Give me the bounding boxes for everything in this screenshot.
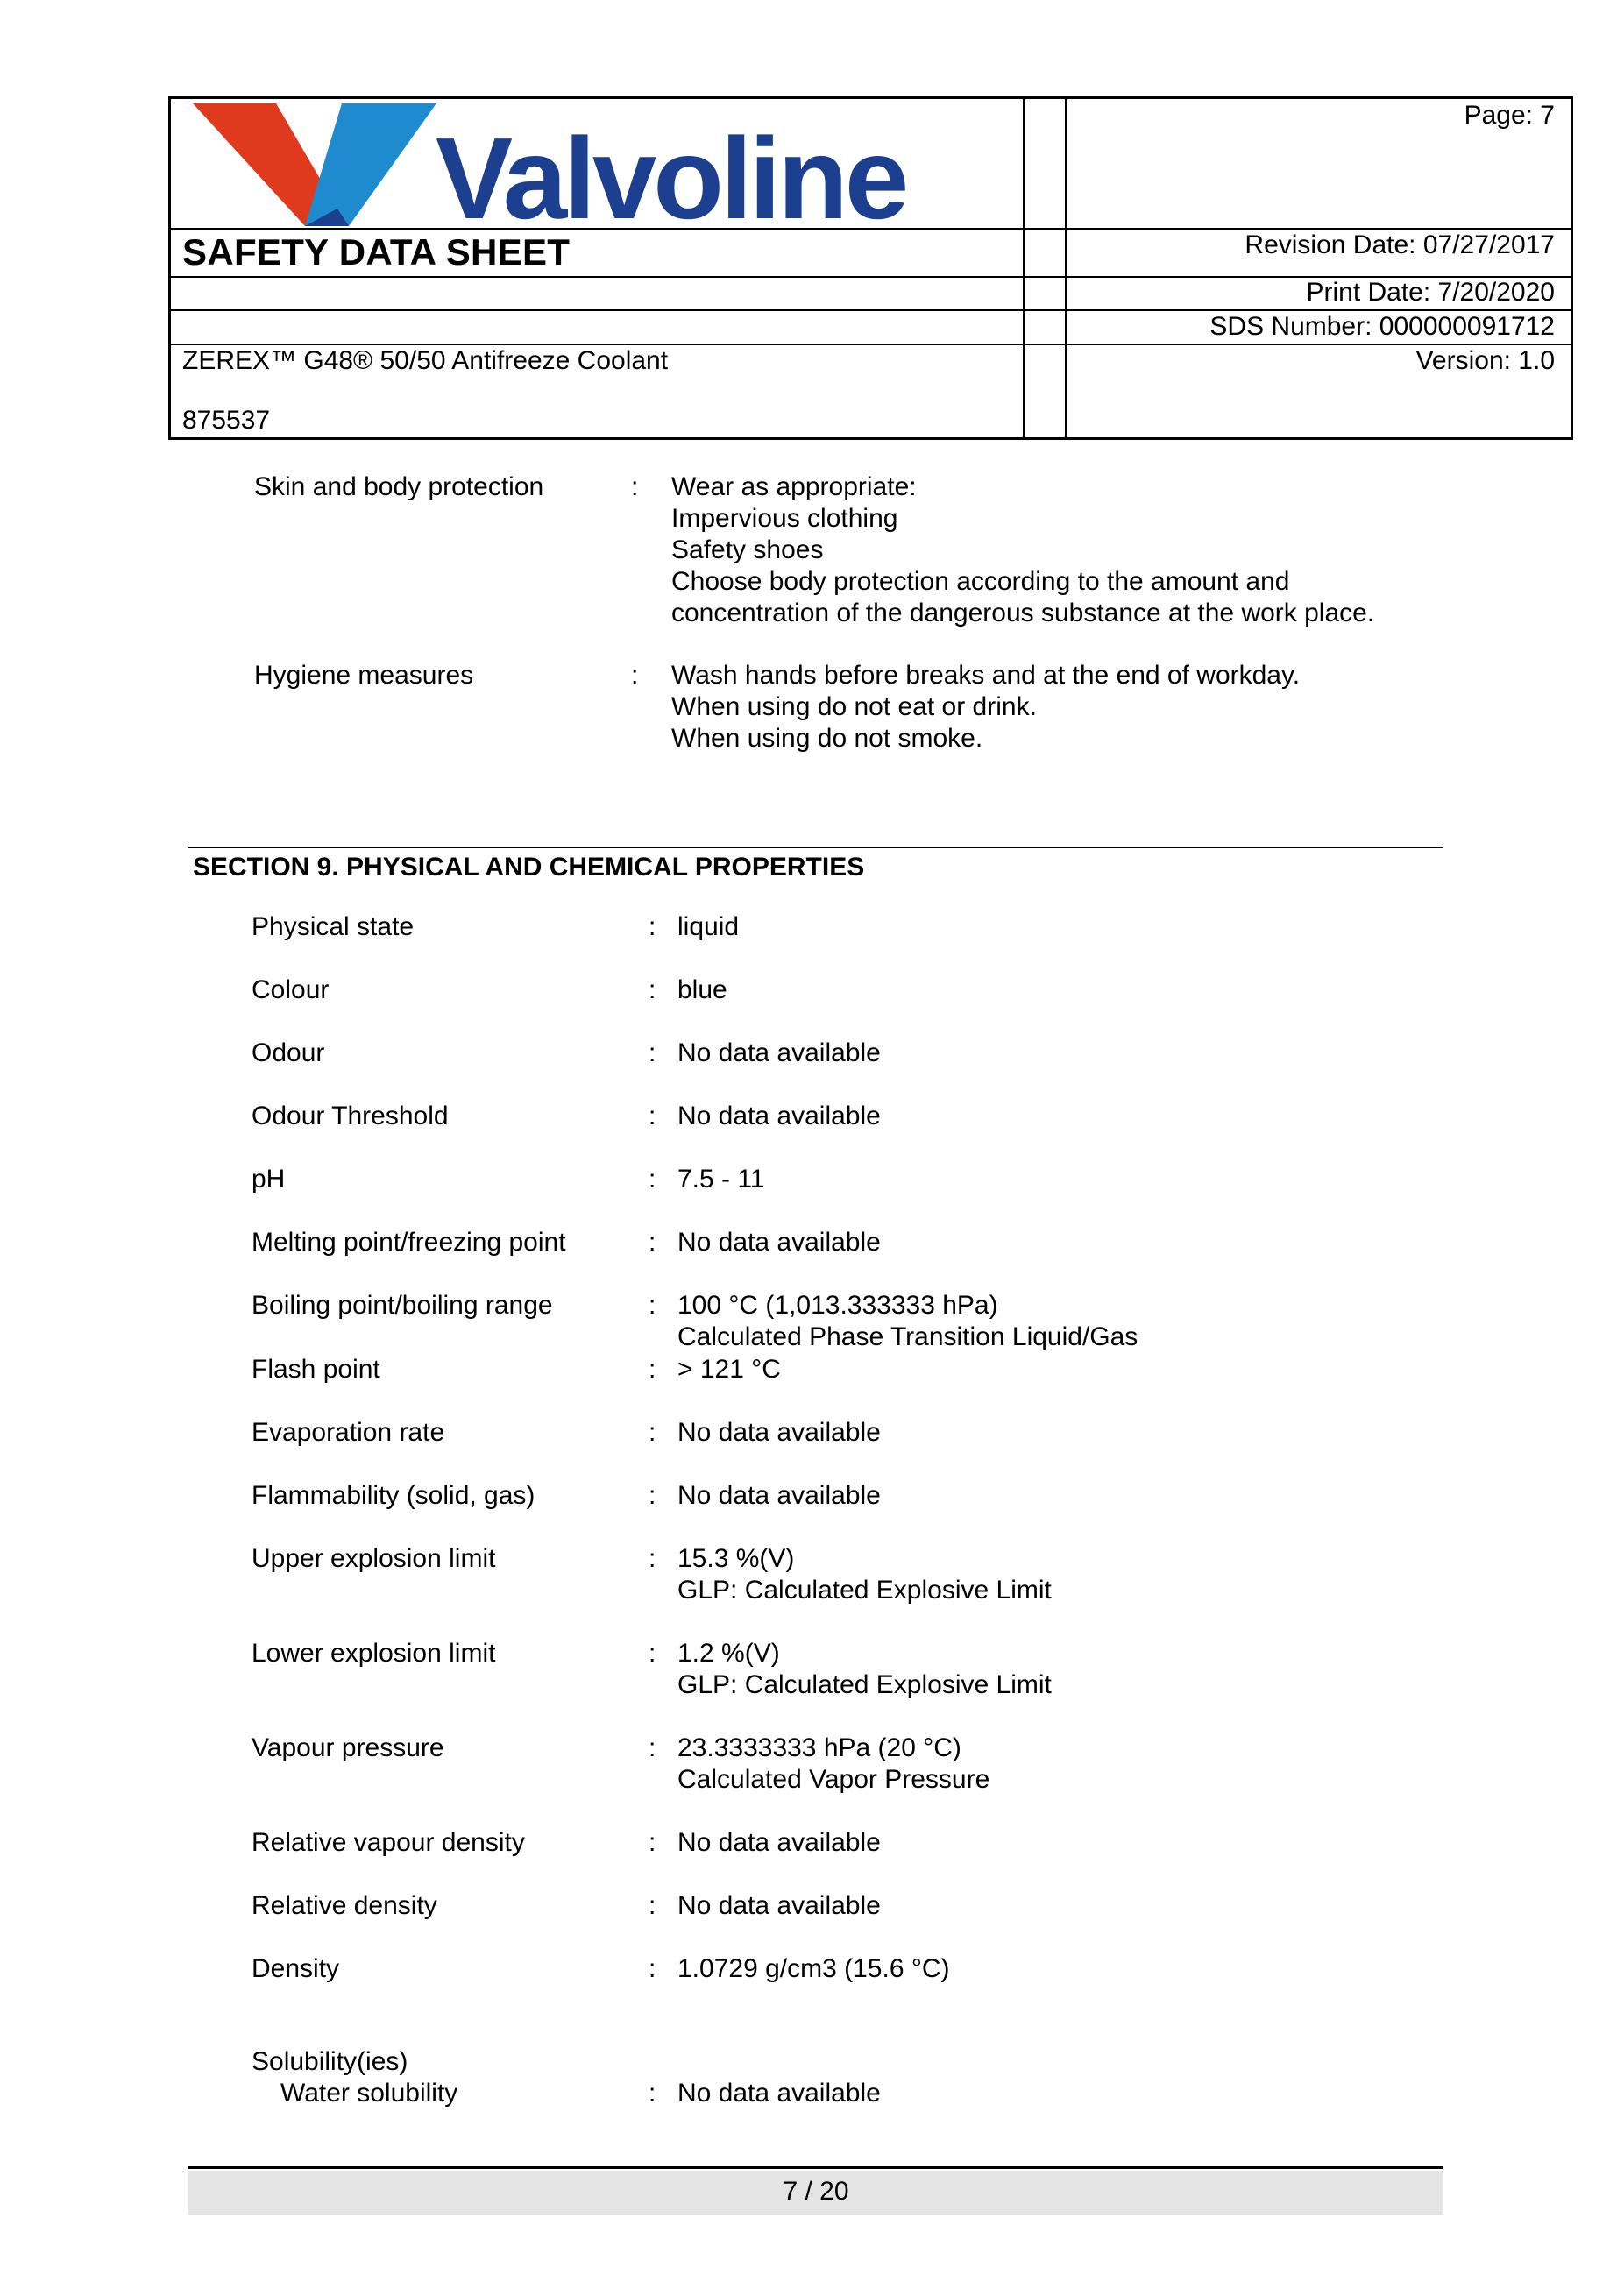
separator-colon: : — [649, 1038, 656, 1067]
property-value: No data available — [677, 1102, 881, 1130]
separator-colon: : — [649, 1418, 656, 1447]
brand-wordmark: Valvoline — [436, 114, 906, 243]
property-value: 100 °C (1,013.333333 hPa) Calculated Phase Transition Liquid/Gas — [677, 1291, 1138, 1351]
property-value: No data available — [677, 1481, 881, 1510]
separator-colon: : — [649, 912, 656, 941]
section-title: SECTION 9. PHYSICAL AND CHEMICAL PROPERTIES — [193, 853, 865, 882]
property-label: Colour — [252, 975, 330, 1004]
separator-colon: : — [649, 1102, 656, 1130]
property-label: Skin and body protection — [254, 472, 544, 501]
property-label: Vapour pressure — [252, 1733, 444, 1762]
separator-colon: : — [649, 1481, 656, 1510]
separator-colon: : — [649, 1544, 656, 1573]
product-code: 875537 — [182, 406, 271, 435]
separator-colon: : — [649, 1733, 656, 1762]
separator-colon: : — [649, 1828, 656, 1857]
logo-blue-v-shape — [305, 103, 436, 226]
property-label: Evaporation rate — [252, 1418, 445, 1447]
property-value: No data available — [677, 1828, 881, 1857]
property-group-label: Solubility(ies) — [252, 2047, 408, 2076]
document-header — [168, 96, 1573, 440]
separator-colon: : — [649, 1228, 656, 1257]
property-label: Lower explosion limit — [252, 1639, 496, 1668]
property-label: Boiling point/boiling range — [252, 1291, 553, 1320]
property-label: Relative vapour density — [252, 1828, 525, 1857]
property-value: blue — [677, 975, 727, 1004]
version: Version: 1.0 — [1415, 346, 1555, 375]
property-label: Water solubility — [280, 2079, 458, 2108]
property-value: No data available — [677, 1418, 881, 1447]
property-label: pH — [252, 1165, 286, 1194]
separator-colon: : — [649, 2079, 656, 2108]
property-value: > 121 °C — [677, 1355, 781, 1384]
property-label: Relative density — [252, 1891, 437, 1920]
property-label: Physical state — [252, 912, 415, 941]
separator-colon: : — [649, 1891, 656, 1920]
section-divider — [188, 847, 1443, 848]
separator-colon: : — [631, 472, 639, 501]
property-label: Melting point/freezing point — [252, 1228, 566, 1257]
separator-colon: : — [649, 1355, 656, 1384]
property-label: Density — [252, 1954, 340, 1983]
separator-colon: : — [631, 661, 639, 690]
separator-colon: : — [649, 1291, 656, 1320]
property-label: Hygiene measures — [254, 661, 474, 690]
revision-date: Revision Date: 07/27/2017 — [1245, 230, 1555, 259]
separator-colon: : — [649, 1165, 656, 1194]
document-title: SAFETY DATA SHEET — [182, 231, 571, 273]
print-date: Print Date: 7/20/2020 — [1306, 278, 1555, 307]
separator-colon: : — [649, 1954, 656, 1983]
property-label: Upper explosion limit — [252, 1544, 496, 1573]
property-label: Odour Threshold — [252, 1102, 449, 1130]
separator-colon: : — [649, 1639, 656, 1668]
page-number: Page: 7 — [1464, 101, 1555, 130]
property-value: 1.2 %(V) GLP: Calculated Explosive Limit — [677, 1639, 1052, 1699]
property-value: 7.5 - 11 — [677, 1165, 765, 1194]
page-counter: 7 / 20 — [783, 2177, 849, 2206]
property-value: liquid — [677, 912, 740, 941]
property-value: No data available — [677, 1228, 881, 1257]
property-value: No data available — [677, 1038, 881, 1067]
property-value: Wash hands before breaks and at the end of workday. When using do not eat or drink. When using do not smoke. — [671, 661, 1301, 753]
property-value: No data available — [677, 2079, 881, 2108]
sds-number: SDS Number: 000000091712 — [1209, 312, 1555, 341]
property-value: Wear as appropriate: Impervious clothing Safety shoes Choose body protection according to the amount and concentration of the dangerous substance at the work place. — [671, 472, 1375, 627]
property-value: No data available — [677, 1891, 881, 1920]
property-value: 23.3333333 hPa (20 °C) Calculated Vapor Pressure — [677, 1733, 990, 1794]
property-value: 15.3 %(V) GLP: Calculated Explosive Limit — [677, 1544, 1052, 1605]
property-value: 1.0729 g/cm3 (15.6 °C) — [677, 1954, 950, 1983]
footer-divider — [188, 2166, 1443, 2169]
property-label: Flash point — [252, 1355, 380, 1384]
property-label: Odour — [252, 1038, 325, 1067]
separator-colon: : — [649, 975, 656, 1004]
product-name: ZEREX™ G48® 50/50 Antifreeze Coolant — [182, 346, 669, 375]
property-label: Flammability (solid, gas) — [252, 1481, 535, 1510]
